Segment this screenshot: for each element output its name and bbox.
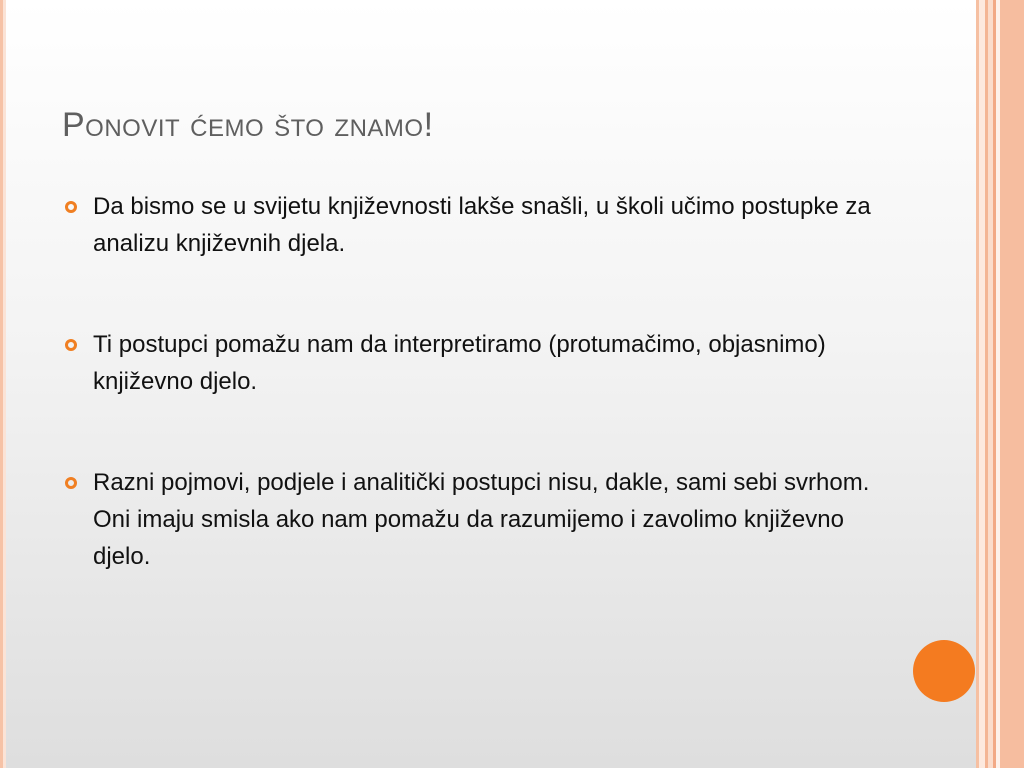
left-border-decoration	[0, 0, 6, 768]
bullet-list	[62, 188, 892, 639]
bullet-item	[62, 188, 892, 262]
bullet-item	[62, 326, 892, 400]
bullet-text: Razni pojmovi, podjele i analitički postupci nisu, dakle, sami sebi svrhom. Oni imaju smisla ako nam pomažu da razumijemo i zavolimo književno djelo.	[93, 469, 870, 570]
bullet-item	[62, 464, 892, 575]
ring-bullet-icon	[65, 339, 77, 351]
ring-bullet-icon	[65, 477, 77, 489]
right-stripe-decoration	[1000, 0, 1024, 768]
bullet-text: Da bismo se u svijetu književnosti lakše snašli, u školi učimo postupke za analizu književnih djela.	[93, 193, 871, 257]
orange-circle-decoration	[913, 640, 975, 702]
bullet-text: Ti postupci pomažu nam da interpretiramo (protumačimo, objasnimo) književno djelo.	[93, 331, 826, 395]
slide-title: Ponovit ćemo što znamo!	[62, 106, 434, 144]
ring-bullet-icon	[65, 201, 77, 213]
